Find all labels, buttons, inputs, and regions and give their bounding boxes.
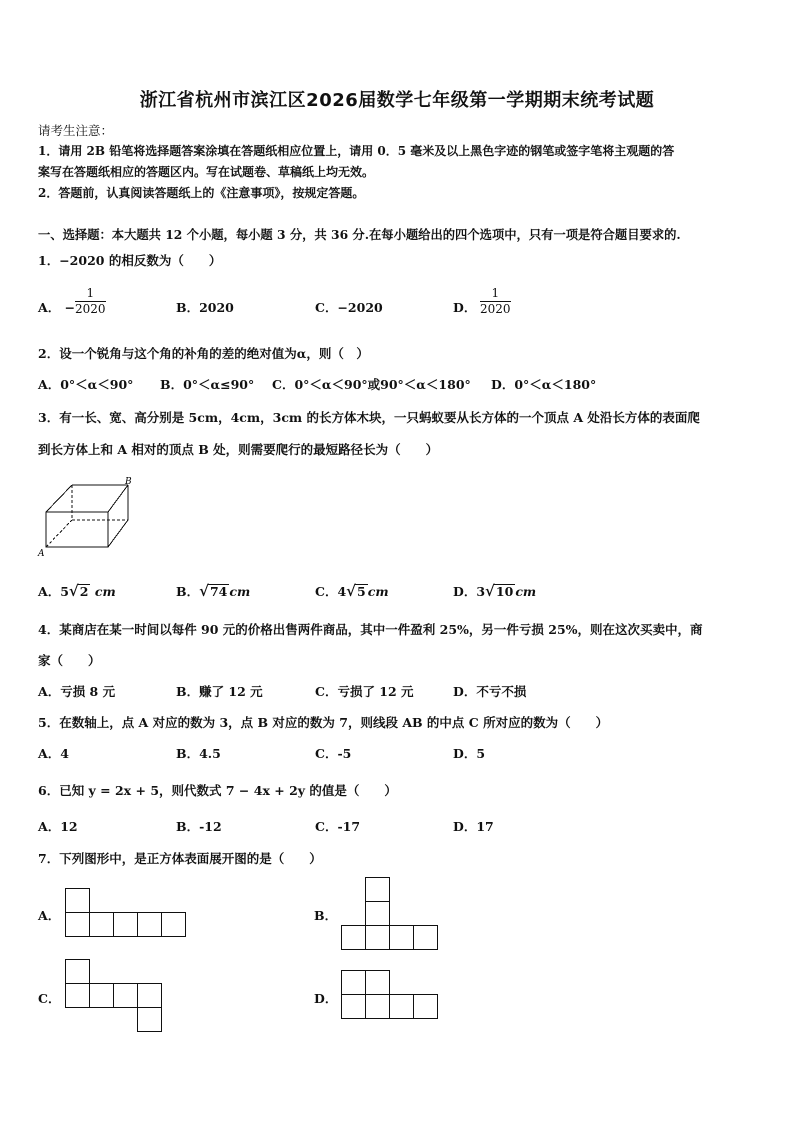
- q3-option-b: [176, 582, 250, 600]
- denominator: 2020: [75, 302, 106, 316]
- q7-option-a-net: [64, 887, 188, 939]
- q5-option-d: D．5: [453, 746, 486, 761]
- net-square: [138, 1008, 162, 1032]
- q4-option-d: D．不亏不损: [453, 684, 527, 699]
- q1-option-c: C．−2020: [315, 300, 383, 315]
- option-label: A．: [38, 300, 61, 315]
- radicand: 10: [495, 584, 514, 599]
- q7-option-c-net: [64, 958, 164, 1034]
- cuboid-edge: [108, 485, 128, 512]
- question-4-stem-line1: 4．某商店在某一时间以每件 90 元的价格出售两件商品，其中一件盈利 25%，另一件亏损 25%，则在这次买卖中，商: [38, 622, 703, 637]
- q7-option-a-label: A．: [38, 908, 61, 923]
- q1-option-a: [38, 298, 75, 316]
- radical-sign: √: [199, 582, 209, 600]
- q7-option-d-net: [340, 969, 440, 1021]
- net-square: [414, 995, 438, 1019]
- q1-option-d: D．: [453, 300, 477, 315]
- question-6-stem: 6．已知 y = 2x + 5，则代数式 7 − 4x + 2y 的值是（ ）: [38, 783, 397, 798]
- question-3-stem-line2: 到长方体上和 A 相对的顶点 B 处，则需要爬行的最短路径长为（ ）: [38, 442, 439, 457]
- radical-sign: √: [485, 582, 495, 600]
- q4-option-a: A．亏损 8 元: [38, 684, 116, 699]
- q3-option-d: [453, 582, 536, 600]
- q5-option-a: A．4: [38, 746, 69, 761]
- radicand: 5: [357, 584, 366, 599]
- net-square: [90, 913, 114, 937]
- net-square: [366, 902, 390, 926]
- q6-option-a: A．12: [38, 819, 78, 834]
- denominator: 2020: [480, 302, 511, 316]
- q7-option-d-label: D．: [314, 991, 338, 1006]
- q2-option-d: D．0°＜α＜180°: [491, 377, 597, 392]
- q1-option-b: B．2020: [176, 300, 234, 315]
- q2-option-b: B．0°＜α≤90°: [160, 377, 255, 392]
- notice-heading: 请考生注意：: [38, 123, 114, 138]
- radicand: 2: [79, 584, 89, 599]
- question-3-stem-line1: 3．有一长、宽、高分别是 5cm，4cm，3cm 的长方体木块，一只蚂蚁要从长方体的一个顶点 A 处沿长方体的表面爬: [38, 410, 700, 425]
- q7-option-b-label: B．: [314, 908, 338, 923]
- numerator: 1: [480, 286, 511, 302]
- cuboid-hidden-edge: [46, 520, 72, 547]
- numerator: 1: [75, 286, 106, 302]
- net-square: [342, 995, 366, 1019]
- net-square: [390, 995, 414, 1019]
- unit: cm: [515, 584, 537, 599]
- net-square: [114, 913, 138, 937]
- q5-option-b: B．4.5: [176, 746, 221, 761]
- q4-option-c: C．亏损了 12 元: [315, 684, 414, 699]
- q7-option-b-net: [340, 876, 440, 952]
- option-label: C．4: [315, 584, 347, 599]
- vertex-label-a: A: [38, 549, 45, 559]
- q5-option-c: C．-5: [315, 746, 352, 761]
- option-label: B．: [176, 584, 200, 599]
- net-square: [90, 984, 114, 1008]
- section-heading: 一、选择题：本大题共 12 个小题，每小题 3 分，共 36 分.在每小题给出的四个选项中，只有一项是符合题目要求的.: [38, 227, 681, 242]
- question-2-stem: 2．设一个锐角与这个角的补角的差的绝对值为α，则（ ）: [38, 346, 369, 361]
- cuboid-edge: [46, 485, 72, 512]
- radical-sign: √: [68, 582, 79, 600]
- net-square: [138, 984, 162, 1008]
- net-square: [66, 889, 90, 913]
- cuboid-front-face: [46, 512, 108, 547]
- net-square: [162, 913, 186, 937]
- net-square: [414, 926, 438, 950]
- net-square: [138, 913, 162, 937]
- net-square: [66, 913, 90, 937]
- option-label: A．5: [38, 584, 69, 599]
- question-7-stem: 7．下列图形中，是正方体表面展开图的是（ ）: [38, 851, 322, 866]
- q6-option-c: C．-17: [315, 819, 361, 834]
- q6-option-d: D．17: [453, 819, 494, 834]
- net-square: [114, 984, 138, 1008]
- minus-sign: −: [64, 300, 76, 315]
- vertex-label-b: B: [125, 477, 132, 487]
- page-title: 浙江省杭州市滨江区2026届数学七年级第一学期期末统考试题: [139, 90, 655, 111]
- net-square: [66, 984, 90, 1008]
- unit: cm: [229, 584, 251, 599]
- option-label: D．3: [453, 584, 486, 599]
- unit: cm: [367, 584, 389, 599]
- notice-item-1b: 案写在答题纸相应的答题区内。写在试题卷、草稿纸上均无效。: [38, 165, 375, 179]
- net-square: [342, 926, 366, 950]
- net-square: [366, 971, 390, 995]
- q7-option-c-label: C．: [38, 991, 61, 1006]
- radicand: 74: [209, 584, 228, 599]
- q2-option-c: C．0°＜α＜90°或90°＜α＜180°: [272, 377, 471, 392]
- notice-item-2: 2．答题前，认真阅读答题纸上的《注意事项》，按规定答题。: [38, 186, 365, 200]
- net-square: [342, 971, 366, 995]
- net-square: [366, 878, 390, 902]
- net-square: [366, 995, 390, 1019]
- net-square: [366, 926, 390, 950]
- radical-sign: √: [346, 582, 357, 600]
- question-4-stem-line2: 家（ ）: [38, 653, 101, 668]
- q4-option-b: B．赚了 12 元: [176, 684, 263, 699]
- q2-option-a: A．0°＜α＜90°: [38, 377, 134, 392]
- question-5-stem: 5．在数轴上，点 A 对应的数为 3，点 B 对应的数为 7，则线段 AB 的中点 C 所对应的数为（ ）: [38, 715, 609, 730]
- q6-option-b: B．-12: [176, 819, 222, 834]
- cuboid-edge: [108, 520, 128, 547]
- q1-option-d-fraction: [480, 286, 511, 317]
- net-square: [66, 960, 90, 984]
- notice-item-1a: 1．请用 2B 铅笔将选择题答案涂填在答题纸相应位置上，请用 0．5 毫米及以上黑色字迹的钢笔或签字笔将主观题的答: [38, 144, 675, 158]
- net-square: [390, 926, 414, 950]
- q3-option-a: [38, 582, 116, 600]
- q3-option-c: [315, 582, 389, 600]
- unit: cm: [94, 584, 116, 599]
- q1-option-a-fraction: [75, 286, 106, 317]
- question-1-stem: 1．−2020 的相反数为（ ）: [38, 253, 222, 268]
- cuboid-figure: [36, 474, 140, 560]
